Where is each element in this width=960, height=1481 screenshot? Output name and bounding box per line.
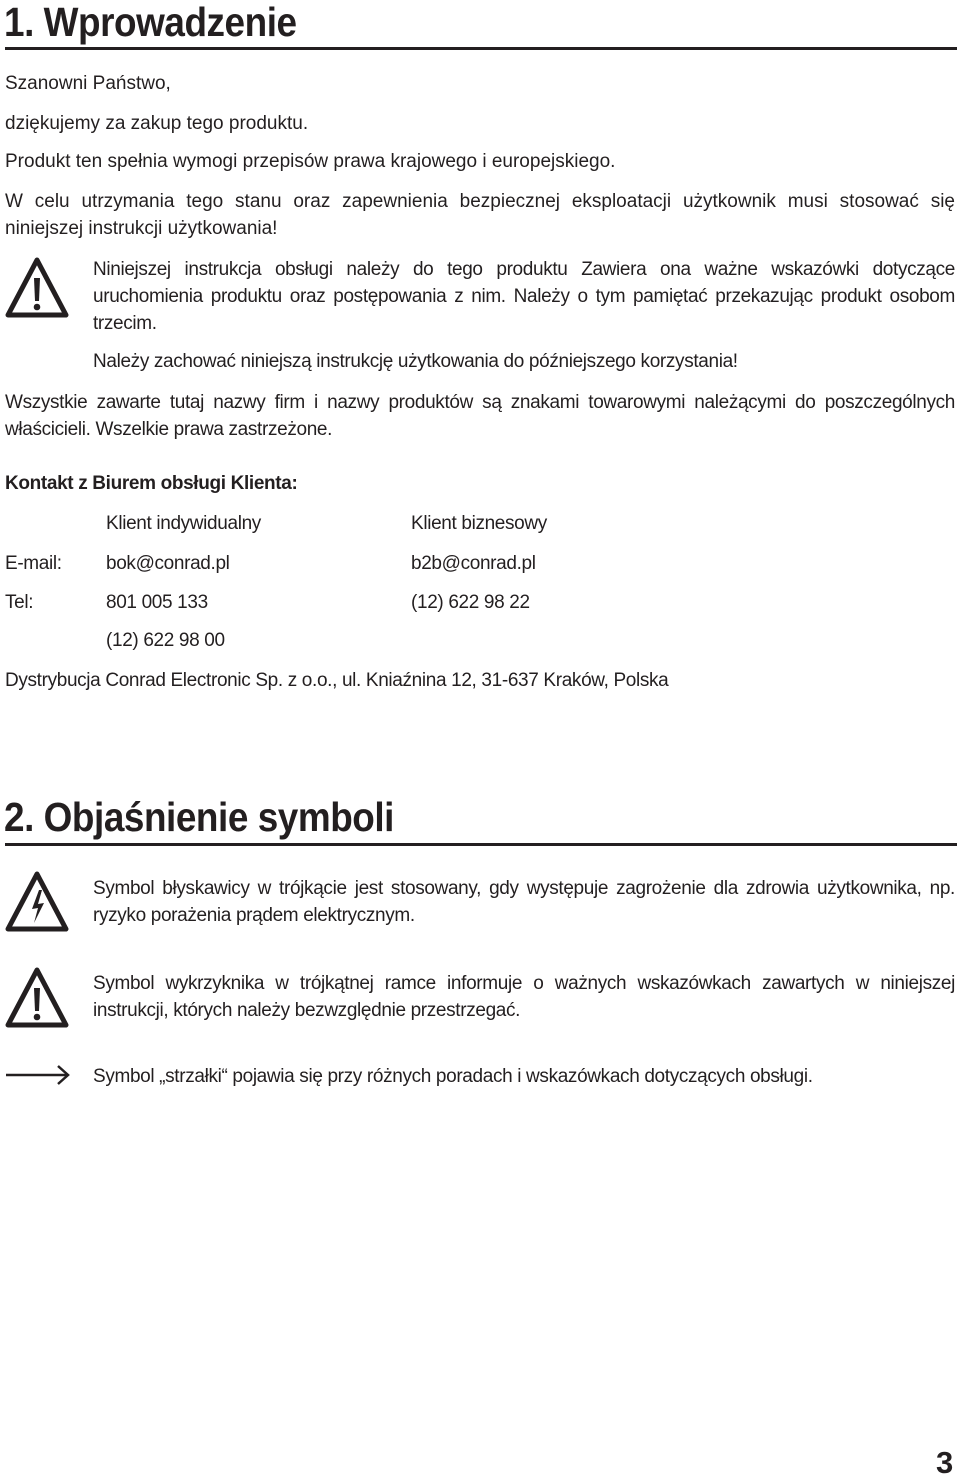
section-1-title: 1. Wprowadzenie [4, 0, 297, 45]
lightning-symbol-text: Symbol błyskawicy w trójkącie jest stosowany, gdy występuje zagrożenie dla zdrowia użytkownika, np. ryzyko porażenia prądem elektrycznym. [93, 878, 955, 926]
compliance-text: Produkt ten spełnia wymogi przepisów prawa krajowego i europejskiego. [5, 151, 616, 172]
thanks-text: dziękujemy za zakup tego produktu. [5, 113, 309, 134]
tel-individual-2: (12) 622 98 00 [106, 630, 225, 651]
arrow-symbol-text: Symbol „strzałki“ pojawia się przy różnych poradach i wskazówkach dotyczących obsługi. [93, 1066, 813, 1087]
email-individual: bok@conrad.pl [106, 553, 230, 574]
warning-note-text: Niniejszej instrukcja obsługi należy do tego produktu Zawiera ona ważne wskazówki dotyczące uruchomienia produktu oraz postępowania z nim. Należy o tym pamiętać przekazując produkt osobom trzecim. [93, 259, 955, 334]
tel-individual-1: 801 005 133 [106, 592, 208, 613]
lightning-triangle-icon [5, 870, 69, 934]
col-individual-header: Klient indywidualny [106, 513, 261, 534]
col-business-header: Klient biznesowy [411, 513, 547, 534]
distribution-text: Dystrybucja Conrad Electronic Sp. z o.o., ul. Kniaźnina 12, 31-637 Kraków, Polska [5, 670, 669, 691]
exclamation-triangle-icon [5, 966, 69, 1030]
trademarks-text: Wszystkie zawarte tutaj nazwy firm i nazwy produktów są znakami towarowymi należącymi do poszczególnych właścicieli. Wszelkie prawa zastrzeżone. [5, 392, 955, 440]
email-business: b2b@conrad.pl [411, 553, 536, 574]
safety-text: W celu utrzymania tego stanu oraz zapewnienia bezpiecznej eksploatacji użytkownik musi stosować się niniejszej instrukcji użytkowania! [5, 191, 955, 239]
section-2-title: 2. Objaśnienie symboli [4, 794, 394, 840]
section-1-rule [5, 47, 957, 50]
keep-note-text: Należy zachować niniejszą instrukcję użytkowania do późniejszego korzystania! [93, 351, 738, 372]
section-2-rule [5, 843, 957, 846]
tel-label: Tel: [5, 592, 34, 613]
contact-heading: Kontakt z Biurem obsługi Klienta: [5, 473, 298, 494]
long-arrow-right-icon [5, 1064, 71, 1086]
exclamation-triangle-icon [5, 256, 69, 320]
email-label: E-mail: [5, 553, 62, 574]
exclamation-symbol-text: Symbol wykrzyknika w trójkątnej ramce informuje o ważnych wskazówkach zawartych w niniejszej instrukcji, których należy bezwzględnie przestrzegać. [93, 973, 955, 1021]
tel-business: (12) 622 98 22 [411, 592, 530, 613]
page-number: 3 [936, 1445, 954, 1480]
greeting-text: Szanowni Państwo, [5, 73, 171, 94]
